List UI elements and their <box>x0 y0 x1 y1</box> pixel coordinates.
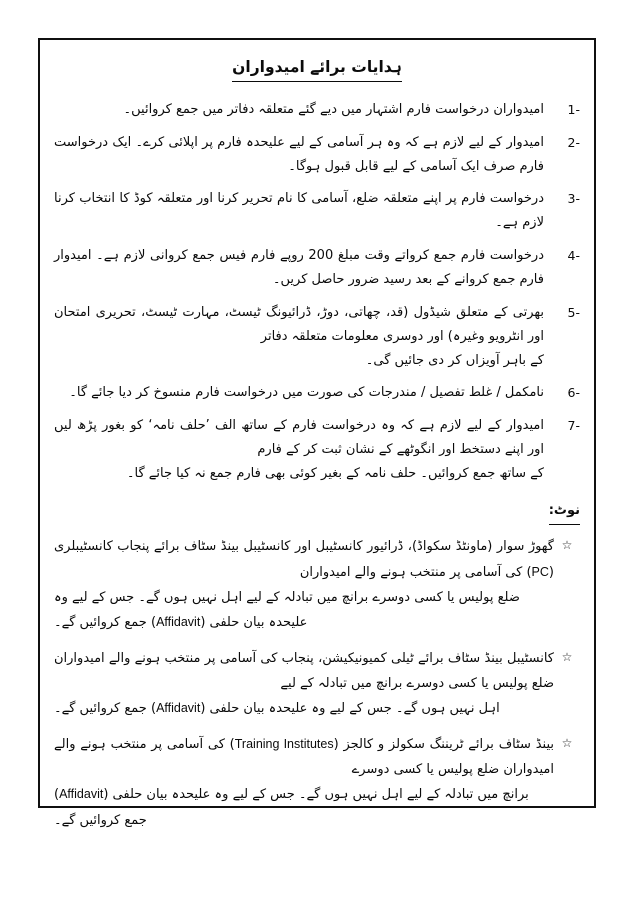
instruction-line-primary: بھرتی کے متعلق شیڈول (قد، چھاتی، دوڑ، ڈرائیونگ ٹیسٹ، مہارت ٹیسٹ، تحریری امتحان اور انٹرویو وغیرہ) اور دوسری معلومات متعلقہ دفاتر <box>54 304 544 344</box>
notes-list <box>54 534 580 833</box>
instruction-text <box>54 414 544 486</box>
page-title-text: ہدایات برائے امیدواران <box>232 56 402 82</box>
note-line-primary: گھوڑ سوار (ماونٹڈ سکواڈ)، ڈرائیور کانسٹیبل اور کانسٹیبل بینڈ سٹاف برائے پنجاب کانسٹیبلری (PC) کی آسامی پر منتخب ہونے والے امیدواران <box>54 539 554 580</box>
instruction-number: 4- <box>567 247 580 263</box>
instruction-item <box>54 98 580 122</box>
note-latin-term: Training Institutes <box>234 736 334 751</box>
star-icon: ☆ <box>561 538 573 553</box>
note-item <box>54 732 580 833</box>
instruction-number: 5- <box>567 304 580 320</box>
instruction-number: 1- <box>567 102 580 118</box>
note-latin-term: PC <box>531 564 549 579</box>
instruction-line-continued: کے باہر آویزاں کر دی جائیں گی۔ <box>365 352 544 368</box>
note-text <box>54 646 554 722</box>
instruction-text: امیدواران درخواست فارم اشتہار میں دیے گئے متعلقہ دفاتر میں جمع کروائیں۔ <box>123 102 544 118</box>
instruction-text: امیدوار کے لیے لازم ہے کہ وہ ہر آسامی کے لیے علیحدہ فارم پر اپلائی کرے۔ ایک درخواست فارم صرف ایک آسامی کے لیے قابل قبول ہوگا۔ <box>54 134 544 174</box>
note-heading-text: نوٹ: <box>549 498 580 525</box>
note-latin-term: Affidavit <box>156 701 201 716</box>
note-text <box>54 534 554 635</box>
instruction-text <box>54 301 544 373</box>
star-icon: ☆ <box>561 649 573 664</box>
note-item <box>54 534 580 635</box>
note-section-heading <box>54 498 580 525</box>
instructions-list <box>54 98 580 486</box>
note-latin-term: Affidavit <box>59 787 104 802</box>
page-title <box>54 56 580 82</box>
instruction-text: نامکمل / غلط تفصیل / مندرجات کی صورت میں درخواست فارم منسوخ کر دیا جائے گا۔ <box>69 385 544 401</box>
instruction-number: 3- <box>567 191 580 207</box>
instruction-item <box>54 131 580 179</box>
note-line-primary: کانسٹیبل بینڈ سٹاف برائے ٹیلی کمیونیکیشن، پنجاب کی آسامی پر منتخب ہونے والے امیدواران ضلع پولیس یا کسی دوسرے برانچ میں تبادلہ کے لیے <box>54 650 554 691</box>
note-line-continued: برانچ میں تبادلہ کے لیے اہل نہیں ہوں گے۔ جس کے لیے وہ علیحدہ بیان حلفی (Affidavit) جمع کروائیں گے۔ <box>54 787 529 828</box>
instruction-item <box>54 244 580 292</box>
note-text <box>54 732 554 833</box>
note-line-continued: ضلع پولیس یا کسی دوسرے برانچ میں تبادلہ کے لیے اہل نہیں ہوں گے۔ جس کے لیے وہ علیحدہ بیان حلفی (Affidavit) جمع کروائیں گے۔ <box>54 589 520 631</box>
instruction-text: درخواست فارم جمع کرواتے وقت مبلغ 200 روپے فارم فیس جمع کروانی لازم ہے۔ امیدوار فارم جمع کروانے کے بعد رسید ضرور حاصل کریں۔ <box>54 247 544 288</box>
instruction-number: 2- <box>567 134 580 150</box>
note-line-continued: اہل نہیں ہوں گے۔ جس کے لیے وہ علیحدہ بیان حلفی (Affidavit) جمع کروائیں گے۔ <box>54 701 500 717</box>
instruction-item <box>54 414 580 486</box>
star-icon: ☆ <box>561 735 573 750</box>
instruction-number: 6- <box>567 385 580 401</box>
note-item <box>54 646 580 722</box>
instruction-line-primary: امیدوار کے لیے لازم ہے کہ وہ درخواست فارم کے ساتھ الف ’حلف نامہ‘ کو بغور پڑھ لیں اور اپنے دستخط اور انگوٹھے کے نشان ثبت کر کے فارم <box>54 417 544 457</box>
document-content <box>40 40 594 828</box>
instruction-item <box>54 381 580 405</box>
instruction-number: 7- <box>567 417 580 433</box>
note-latin-term: Affidavit <box>156 615 201 630</box>
instruction-item <box>54 187 580 235</box>
instruction-item <box>54 301 580 373</box>
note-line-primary: بینڈ سٹاف برائے ٹریننگ سکولز و کالجز (Training Institutes) کی آسامی پر منتخب ہونے والے امیدواران ضلع پولیس یا کسی دوسرے <box>54 736 554 777</box>
instruction-text: درخواست فارم پر اپنے متعلقہ ضلع، آسامی کا نام تحریر کرنا اور متعلقہ کوڈ کا انتخاب کرنا لازم ہے۔ <box>54 191 544 231</box>
instruction-line-continued: کے ساتھ جمع کروائیں۔ حلف نامہ کے بغیر کوئی بھی فارم جمع نہ کیا جائے گا۔ <box>126 465 544 481</box>
